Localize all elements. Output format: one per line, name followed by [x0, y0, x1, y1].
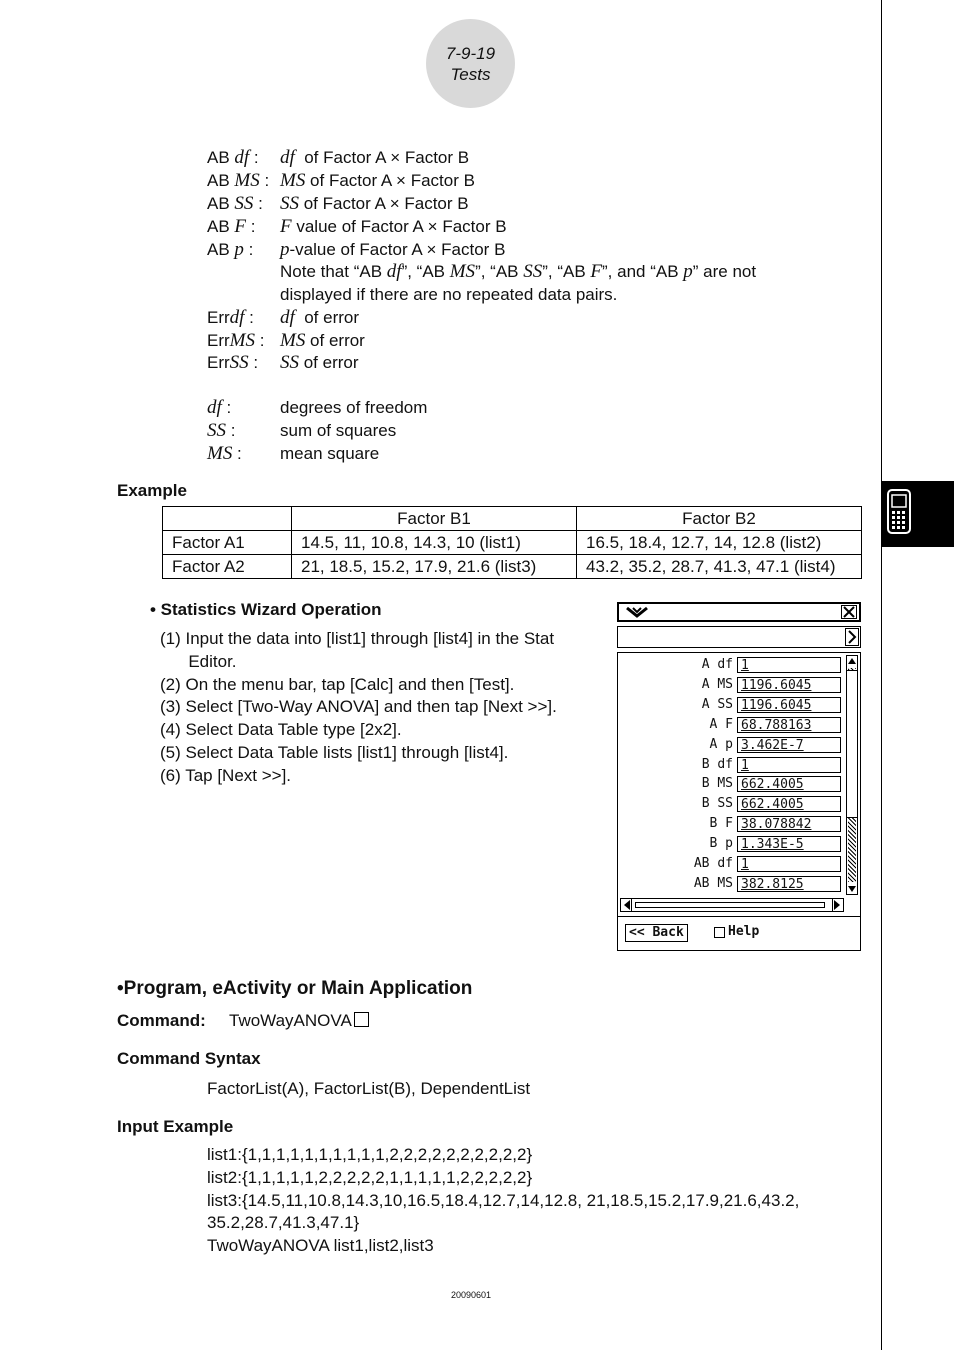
definition-term — [207, 192, 263, 215]
result-label: A MS — [701, 676, 733, 692]
calculator-icon — [882, 481, 954, 547]
definition-desc — [280, 215, 507, 238]
result-label: AB df — [693, 856, 733, 871]
desc-text: mean square — [280, 444, 380, 463]
term-colon: : — [232, 444, 242, 463]
term-variable: SS — [207, 420, 226, 441]
definition-term — [207, 329, 264, 352]
definition-desc — [280, 442, 379, 465]
result-value[interactable]: 1196.6045 — [737, 677, 841, 693]
wizard-heading: • Statistics Wizard Operation — [150, 600, 382, 619]
table-cell: 16.5, 18.4, 12.7, 14, 12.8 (list2) — [577, 531, 862, 555]
term-variable: df — [229, 307, 245, 328]
term-prefix: AB — [207, 240, 235, 259]
definition-term — [207, 169, 269, 192]
definition-term — [207, 215, 255, 238]
scroll-up-icon[interactable] — [847, 656, 857, 666]
chapter-tab — [882, 481, 954, 547]
result-label: A df — [701, 657, 733, 672]
definition-desc — [280, 192, 469, 215]
definition-desc — [280, 396, 427, 419]
result-value[interactable]: 1196.6045 — [737, 697, 841, 713]
result-label: B df — [701, 756, 733, 772]
term-variable: F — [234, 216, 247, 237]
desc-variable: MS — [280, 170, 306, 191]
desc-variable: SS — [280, 193, 299, 214]
syntax-heading: Command Syntax — [117, 1049, 261, 1068]
definition-term — [207, 396, 231, 419]
definition-term — [207, 238, 253, 261]
term-prefix: AB — [207, 194, 235, 213]
definition-term — [207, 442, 242, 465]
desc-text: sum of squares — [280, 421, 397, 440]
desc-variable: SS — [280, 352, 299, 373]
scroll-left-icon[interactable] — [621, 899, 633, 911]
term-prefix: AB — [207, 217, 235, 236]
note-line-2: displayed if there are no repeated data pairs. — [280, 285, 618, 304]
table-row — [163, 555, 862, 579]
term-colon: : — [249, 148, 259, 167]
example-table — [162, 506, 862, 579]
desc-text: of Factor A × Factor B — [299, 194, 469, 213]
term-prefix: AB — [207, 171, 235, 190]
desc-text: value of Factor A × Factor B — [291, 217, 507, 236]
definition-desc — [280, 238, 505, 261]
input-example-line: list2:{1,1,1,1,1,2,2,2,2,2,1,1,1,1,1,2,2,2,2,2} — [207, 1167, 533, 1187]
horizontal-scroll-thumb[interactable] — [635, 902, 825, 908]
definition-term — [207, 306, 254, 329]
footer-code: 20090601 — [451, 1290, 492, 1300]
term-prefix: Err — [207, 330, 230, 350]
scroll-right-icon[interactable] — [831, 899, 843, 911]
note-line-1: Note that “AB df”, “AB MS”, “AB SS”, “AB F”, and “AB p” are not — [280, 261, 757, 282]
term-variable: MS — [207, 443, 233, 464]
help-label: Help — [728, 924, 760, 939]
close-icon[interactable] — [841, 605, 857, 619]
definition-desc — [280, 419, 396, 442]
table-row — [163, 531, 862, 555]
page-edge-line — [881, 0, 882, 1350]
desc-text: -value of Factor A × Factor B — [289, 240, 506, 259]
result-value[interactable]: 3.462E-7 — [737, 737, 841, 753]
result-label: A F — [709, 716, 733, 732]
term-colon: : — [253, 194, 263, 213]
definition-term — [207, 419, 235, 442]
result-label: B SS — [701, 796, 733, 812]
command-value: TwoWayANOVA — [229, 1011, 352, 1030]
definition-desc — [280, 169, 475, 192]
term-colon: : — [255, 330, 265, 350]
term-variable: SS — [229, 352, 249, 373]
space-box-icon — [354, 1012, 369, 1027]
result-value[interactable]: 662.4005 — [737, 776, 841, 792]
program-heading: •Program, eActivity or Main Application — [117, 978, 473, 999]
scroll-down-icon[interactable] — [847, 884, 857, 894]
results-panel — [617, 652, 861, 951]
vertical-scrollbar[interactable] — [846, 655, 858, 895]
result-value[interactable]: 662.4005 — [737, 796, 841, 812]
back-button[interactable]: << Back — [625, 924, 688, 942]
example-heading: Example — [117, 481, 187, 500]
result-label: A SS — [701, 696, 733, 712]
term-colon: : — [246, 217, 256, 236]
toolbar — [617, 626, 861, 648]
result-value[interactable]: 1 — [737, 856, 841, 872]
menu-bar — [617, 602, 861, 622]
desc-variable: df — [280, 307, 295, 328]
input-example-line: 35.2,28.7,41.3,47.1} — [207, 1213, 360, 1233]
result-value[interactable]: 68.788163 — [737, 717, 841, 733]
table-header-row — [163, 507, 862, 531]
desc-text: of error — [305, 330, 365, 350]
command-value-wrap — [229, 1009, 369, 1032]
result-value[interactable]: 1.343E-5 — [737, 836, 841, 852]
calculator-screen — [617, 602, 861, 951]
result-value[interactable]: 1 — [737, 657, 841, 673]
input-example-line: list3:{14.5,11,10.8,14.3,10,16.5,18.4,12.7,14,12.8, 21,18.5,15.2,17.9,21.6,43.2, — [207, 1190, 800, 1210]
wizard-step: (1) Input the data into [list1] through [list4] in the Stat — [160, 629, 555, 648]
result-value[interactable]: 1 — [737, 757, 841, 773]
table-header-cell — [163, 507, 292, 531]
term-variable: MS — [229, 329, 255, 351]
table-cell: Factor A1 — [163, 531, 292, 555]
result-value[interactable]: 382.8125 — [737, 876, 841, 892]
term-colon: : — [243, 240, 254, 259]
desc-variable: MS — [280, 329, 306, 351]
desc-variable: df — [280, 147, 295, 168]
term-colon: : — [226, 421, 236, 440]
term-variable: df — [207, 397, 222, 418]
table-cell: 21, 18.5, 15.2, 17.9, 21.6 (list3) — [292, 555, 577, 579]
definition-desc — [280, 351, 359, 374]
desc-text: of Factor A × Factor B — [305, 171, 475, 190]
menu-dropdown-icon[interactable] — [625, 605, 649, 619]
desc-text: of Factor A × Factor B — [294, 148, 470, 167]
desc-text: of error — [299, 353, 359, 372]
definition-term — [207, 146, 259, 169]
wizard-step: (4) Select Data Table type [2x2]. — [160, 720, 402, 740]
section-name: Tests — [450, 65, 491, 84]
result-label: AB MS — [693, 875, 733, 891]
definition-desc — [280, 329, 365, 352]
wizard-step: (6) Tap [Next >>]. — [160, 765, 292, 785]
term-prefix: Err — [207, 353, 230, 372]
term-colon: : — [248, 353, 259, 372]
definition-desc — [280, 306, 359, 329]
desc-text: of error — [294, 308, 360, 327]
scroll-thumb[interactable] — [847, 670, 857, 818]
term-colon: : — [244, 308, 254, 327]
definition-desc — [280, 146, 469, 169]
wizard-step: (3) Select [Two-Way ANOVA] and then tap [Next >>]. — [160, 697, 557, 717]
toolbar-arrow-icon[interactable] — [845, 628, 859, 646]
wizard-step: Editor. — [160, 651, 237, 671]
term-prefix: Err — [207, 308, 230, 327]
command-label: Command: — [117, 1011, 206, 1030]
term-variable: MS — [234, 170, 260, 191]
term-prefix: AB — [207, 148, 235, 167]
desc-variable: F — [280, 216, 292, 237]
horizontal-scrollbar[interactable] — [620, 898, 844, 912]
help-checkbox[interactable] — [714, 927, 725, 938]
term-variable: df — [234, 147, 250, 168]
result-label: B MS — [701, 776, 733, 792]
desc-text: degrees of freedom — [280, 398, 428, 417]
input-example-line: list1:{1,1,1,1,1,1,1,1,1,1,2,2,2,2,2,2,2,2,2,2} — [207, 1145, 533, 1164]
table-cell: Factor A2 — [163, 555, 292, 579]
table-header-cell: Factor B1 — [292, 507, 577, 531]
wizard-step: (5) Select Data Table lists [list1] through [list4]. — [160, 743, 509, 762]
term-colon: : — [259, 171, 270, 190]
result-label: B F — [709, 816, 733, 832]
result-label: B p — [709, 836, 733, 852]
term-variable: p — [234, 239, 244, 260]
result-label: A p — [709, 736, 733, 752]
page-badge — [426, 19, 515, 108]
table-cell: 14.5, 11, 10.8, 14.3, 10 (list1) — [292, 531, 577, 555]
table-header-cell: Factor B2 — [577, 507, 862, 531]
desc-variable: p — [280, 239, 290, 260]
syntax-text: FactorList(A), FactorList(B), DependentList — [207, 1079, 531, 1098]
definition-term — [207, 351, 258, 374]
table-cell: 43.2, 35.2, 28.7, 41.3, 47.1 (list4) — [577, 555, 862, 579]
page-number: 7-9-19 — [445, 44, 496, 63]
input-example-line: TwoWayANOVA list1,list2,list3 — [207, 1236, 434, 1256]
term-colon: : — [221, 398, 232, 417]
wizard-step: (2) On the menu bar, tap [Calc] and then [Test]. — [160, 674, 515, 694]
result-value[interactable]: 38.078842 — [737, 816, 841, 832]
input-heading: Input Example — [117, 1117, 234, 1136]
term-variable: SS — [234, 193, 254, 214]
